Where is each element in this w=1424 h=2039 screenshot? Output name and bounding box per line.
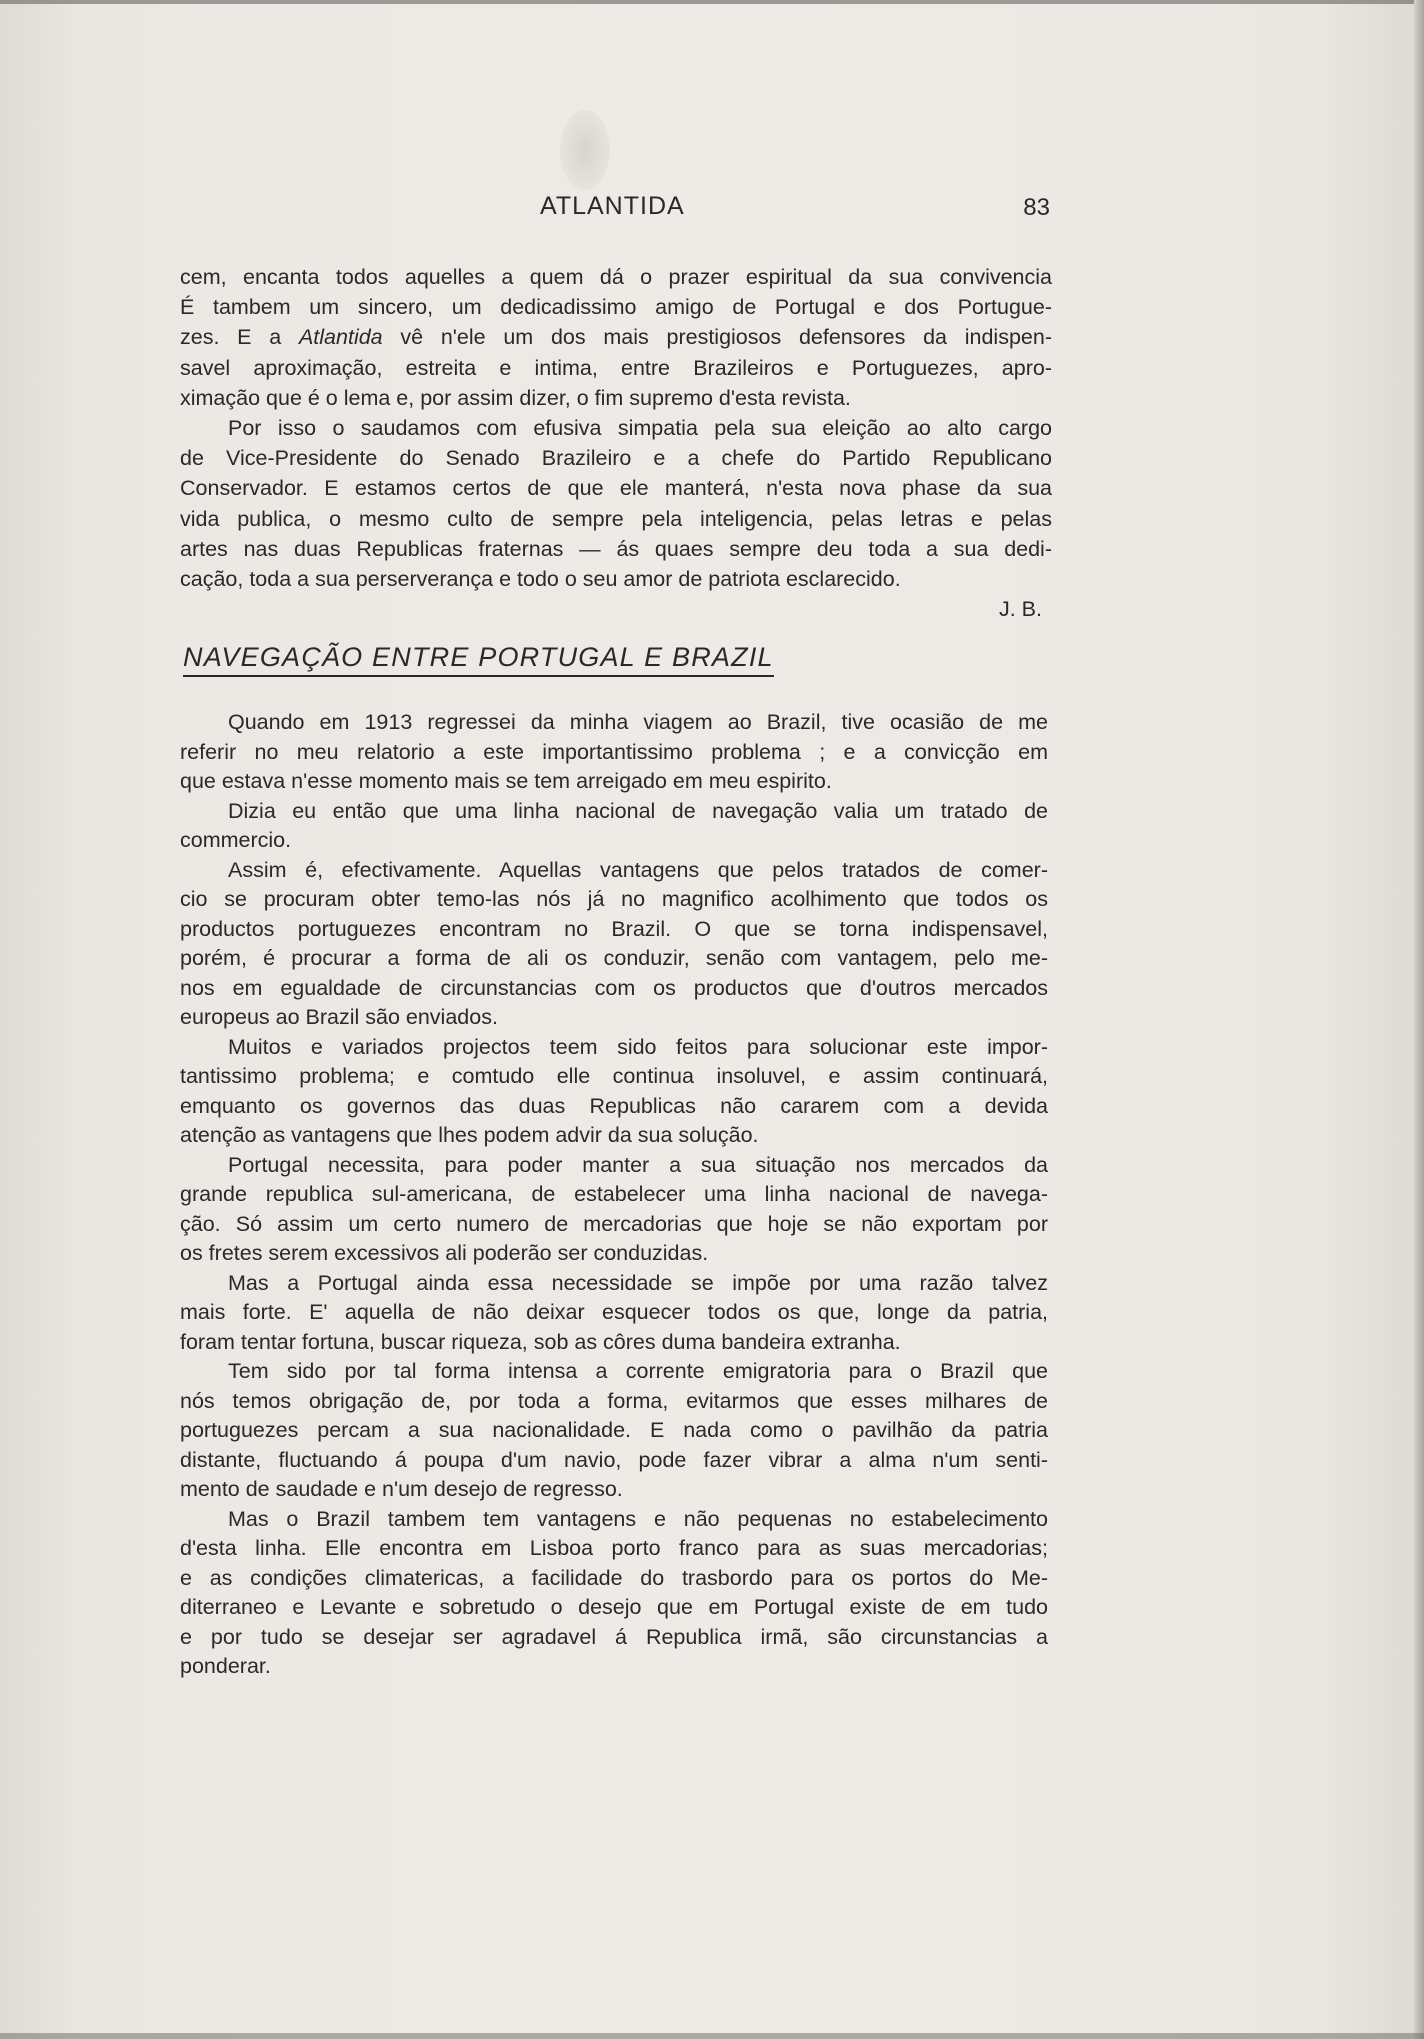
text-line: Quando em 1913 regressei da minha viagem ao Brazil, tive ocasião de me: [228, 710, 1048, 734]
text-line: artes nas duas Republicas fraternas — ás quaes sempre deu toda a sua dedi-: [180, 536, 1052, 561]
top-page-edge: [0, 0, 1424, 4]
text-line: Por isso o saudamos com efusiva simpatia pela sua eleição ao alto cargo: [228, 415, 1052, 440]
text-line: commercio.: [180, 828, 292, 852]
journal-title: ATLANTIDA: [540, 192, 685, 220]
text-line: productos portuguezes encontram no Brazil. O que se torna indispensavel,: [180, 916, 1048, 941]
text-line: Mas o Brazil tambem tem vantagens e não pequenas no estabelecimento: [228, 1506, 1048, 1531]
text-line: d'esta linha. Elle encontra em Lisboa porto franco para as suas mercadorias;: [180, 1536, 1048, 1560]
text-line: cio se procuram obter temo-las nós já no magnifico acolhimento que todos os: [180, 887, 1048, 911]
text-line: mento de saudade e n'um desejo de regresso.: [180, 1477, 623, 1501]
text-line: nós temos obrigação de, por toda a forma, evitarmos que esses milhares de: [180, 1388, 1048, 1413]
text-line: europeus ao Brazil são enviados.: [180, 1005, 498, 1029]
paper-stain: [560, 110, 610, 190]
bottom-page-edge: [0, 2033, 1424, 2039]
text-line: atenção as vantagens que lhes podem advir da sua solução.: [180, 1123, 759, 1147]
text-line: mais forte. E' aquella de não deixar esquecer todos os que, longe da patria,: [180, 1300, 1048, 1324]
text-line: ximação que é o lema e, por assim dizer, o fim supremo d'esta revista.: [180, 385, 851, 410]
text-line: diterraneo e Levante e sobretudo o desejo que em Portugal existe de em tudo: [180, 1595, 1048, 1619]
text-line: grande republica sul-americana, de estabelecer uma linha nacional de navega-: [180, 1182, 1048, 1206]
running-head: [540, 192, 1050, 232]
text-line: nos em egualdade de circunstancias com os productos que d'outros mercados: [180, 975, 1048, 1000]
text-line: e as condições climatericas, a facilidade do trasbordo para os portos do Me-: [180, 1565, 1048, 1590]
text-line: Muitos e variados projectos teem sido feitos para solucionar este impor-: [228, 1034, 1048, 1059]
text-line: emquanto os governos das duas Republicas não cararem com a devida: [180, 1093, 1048, 1118]
text-line: Tem sido por tal forma intensa a corrente emigratoria para o Brazil que: [228, 1359, 1048, 1383]
text-line: Portugal necessita, para poder manter a sua situação nos mercados da: [228, 1152, 1048, 1177]
text-line: zes. E a Atlantida vê n'ele um dos mais prestigiosos defensores da indispen-: [180, 325, 1052, 350]
intro-text-block: [180, 262, 1052, 624]
section-lines: [180, 708, 1048, 1682]
text-line: foram tentar fortuna, buscar riqueza, sob as côres duma bandeira extranha.: [180, 1329, 901, 1354]
text-line: distante, fluctuando á poupa d'um navio, pode fazer vibrar a alma n'um senti-: [180, 1447, 1048, 1472]
text-line: ponderar.: [180, 1654, 271, 1678]
right-page-edge: [1414, 0, 1424, 2039]
text-line: referir no meu relatorio a este importantissimo problema ; e a convicção em: [180, 739, 1048, 764]
text-line: cação, toda a sua perserverança e todo o seu amor de patriota esclarecido.: [180, 566, 901, 591]
signature: J. B.: [998, 597, 1042, 622]
text-line: Conservador. E estamos certos de que ele manterá, n'esta nova phase da sua: [180, 476, 1052, 501]
text-line: savel aproximação, estreita e intima, entre Brazileiros e Portuguezes, apro-: [180, 355, 1052, 380]
text-line: os fretes serem excessivos ali poderão ser conduzidas.: [180, 1241, 709, 1265]
page-number: 83: [1023, 194, 1050, 221]
text-line: cem, encanta todos aquelles a quem dá o prazer espiritual da sua convivencia: [180, 265, 1052, 289]
text-line: de Vice-Presidente do Senado Brazileiro e a chefe do Partido Republicano: [180, 446, 1052, 471]
text-line: e por tudo se desejar ser agradavel á Republica irmã, são circunstancias a: [180, 1624, 1048, 1649]
text-line: vida publica, o mesmo culto de sempre pela inteligencia, pelas letras e pelas: [180, 506, 1052, 531]
text-line: que estava n'esse momento mais se tem arreigado em meu espirito.: [180, 769, 832, 793]
text-line: Dizia eu então que uma linha nacional de navegação valia um tratado de: [228, 798, 1048, 823]
section-title: NAVEGAÇÃO ENTRE PORTUGAL E BRAZIL: [183, 642, 774, 677]
journal-name-italic: Atlantida: [298, 325, 383, 350]
text-line: É tambem um sincero, um dedicadissimo amigo de Portugal e dos Portugue-: [180, 295, 1052, 320]
text-line: ção. Só assim um certo numero de mercadorias que hoje se não exportam por: [180, 1211, 1048, 1236]
text-line: portuguezes percam a sua nacionalidade. E nada como o pavilhão da patria: [180, 1418, 1048, 1442]
text-line: porém, é procurar a forma de ali os conduzir, senão com vantagem, pelo me-: [180, 946, 1048, 970]
text-line: Mas a Portugal ainda essa necessidade se impõe por uma razão talvez: [228, 1270, 1048, 1295]
intro-lines: [180, 262, 1052, 594]
section-text-block: [180, 708, 1048, 1682]
text-line: tantissimo problema; e comtudo elle continua insoluvel, e assim continuará,: [180, 1064, 1048, 1088]
text-line: Assim é, efectivamente. Aquellas vantagens que pelos tratados de comer-: [228, 857, 1048, 882]
